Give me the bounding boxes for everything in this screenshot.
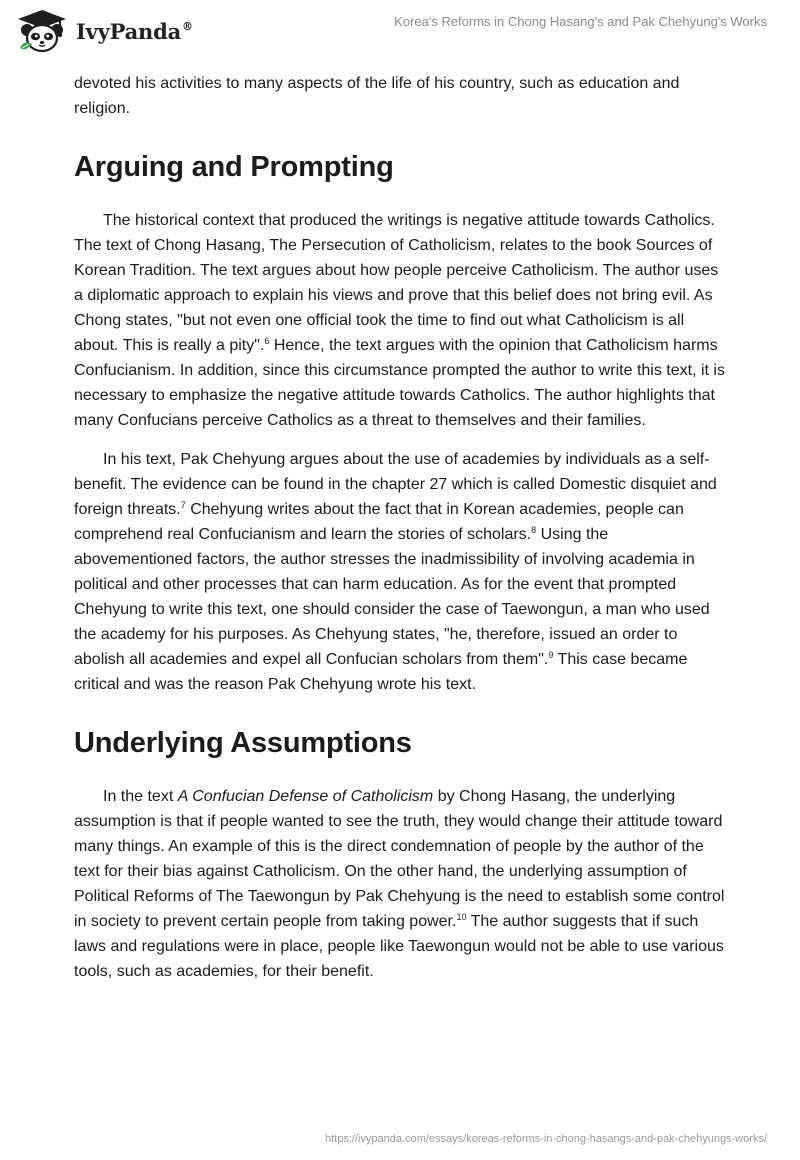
section-heading-arguing-prompting: Arguing and Prompting — [74, 151, 394, 183]
paragraph-historical-context: The historical context that produced the writings is negative attitude towards Catholics. The text of Chong Hasang, The Persecution of Catholicism, relates to the book Sources of Korean Tradition. The text argues about how people perceive Catholicism. The author uses a diplomatic approach to explain his views and prove that this belief does not bring evil. As Chong states, "but not even one official took the time to find out what Catholicism is all about. This is really a pity".$^6$ Hence, the text argues with the opinion that Catholicism harms Confucianism. In addition, since this circumstance prompted the author to write this text, it is necessary to emphasize the negative attitude towards Catholics. The author highlights that many Confucians perceive Catholics as a threat to themselves and their families. — [74, 212, 725, 429]
essay-content — [74, 71, 728, 984]
page-header — [0, 0, 800, 62]
paragraph-pak-chehyung-academies: In his text, Pak Chehyung argues about the use of academies by individuals as a self-benefit. The evidence can be found in the chapter 27 which is called Domestic disquiet and foreign threats.$^7$ Chehyung writes about the fact that in Korean academies, people can comprehend real Confucianism and learn the stories of scholars.$^8$ Using the abovementioned factors, the author stresses the inadmissibility of involving academia in political and other processes that can harm education. As for the event that prompted Chehyung to write this text, one should consider the case of Taewongun, a man who used the academy for his purposes. As Chehyung states, "he, therefore, issued an order to abolish all academies and expel all Confucian scholars from them".$^9$ This case became critical and was the reason Pak Chehyung wrote his text. — [74, 451, 717, 693]
document-title: Korea's Reforms in Chong Hasang's and Pak Chehyung's Works — [394, 14, 767, 29]
paragraph-underlying-assumptions: In the text A Confucian Defense of Catholicism by Chong Hasang, the underlying assumption is that if people wanted to see the truth, they would change their attitude toward many things. An example of this is the direct condemnation of people by the author of the text for their bias against Catholicism. On the other hand, the underlying assumption of Political Reforms of The Taewongun by Pak Chehyung is the need to establish some control in society to prevent certain people from taking power.$^{10}$ The author suggests that if such laws and regulations were in place, people like Taewongun would not be able to use various tools, such as academies, for their benefit. — [74, 788, 725, 980]
footnote-ref-9[interactable]: 9 — [548, 650, 554, 660]
ivypanda-logo[interactable] — [14, 8, 193, 54]
footnote-ref-6[interactable]: 6 — [264, 336, 270, 346]
book-title-italic: A Confucian Defense of Catholicism — [177, 788, 434, 805]
footnote-ref-10[interactable]: 10 — [456, 912, 467, 922]
brand-name: IvyPanda® — [76, 18, 193, 44]
source-url[interactable]: https://ivypanda.com/essays/koreas-reforms-in-chong-hasangs-and-pak-chehyungs-works/ — [324, 1133, 767, 1145]
intro-continuation-paragraph: devoted his activities to many aspects of the life of his country, such as education and religion. — [74, 75, 680, 117]
footnote-ref-7[interactable]: 7 — [180, 500, 186, 510]
footnote-ref-8[interactable]: 8 — [531, 525, 537, 535]
section-heading-underlying-assumptions: Underlying Assumptions — [74, 727, 412, 759]
panda-graduate-icon — [14, 8, 70, 54]
